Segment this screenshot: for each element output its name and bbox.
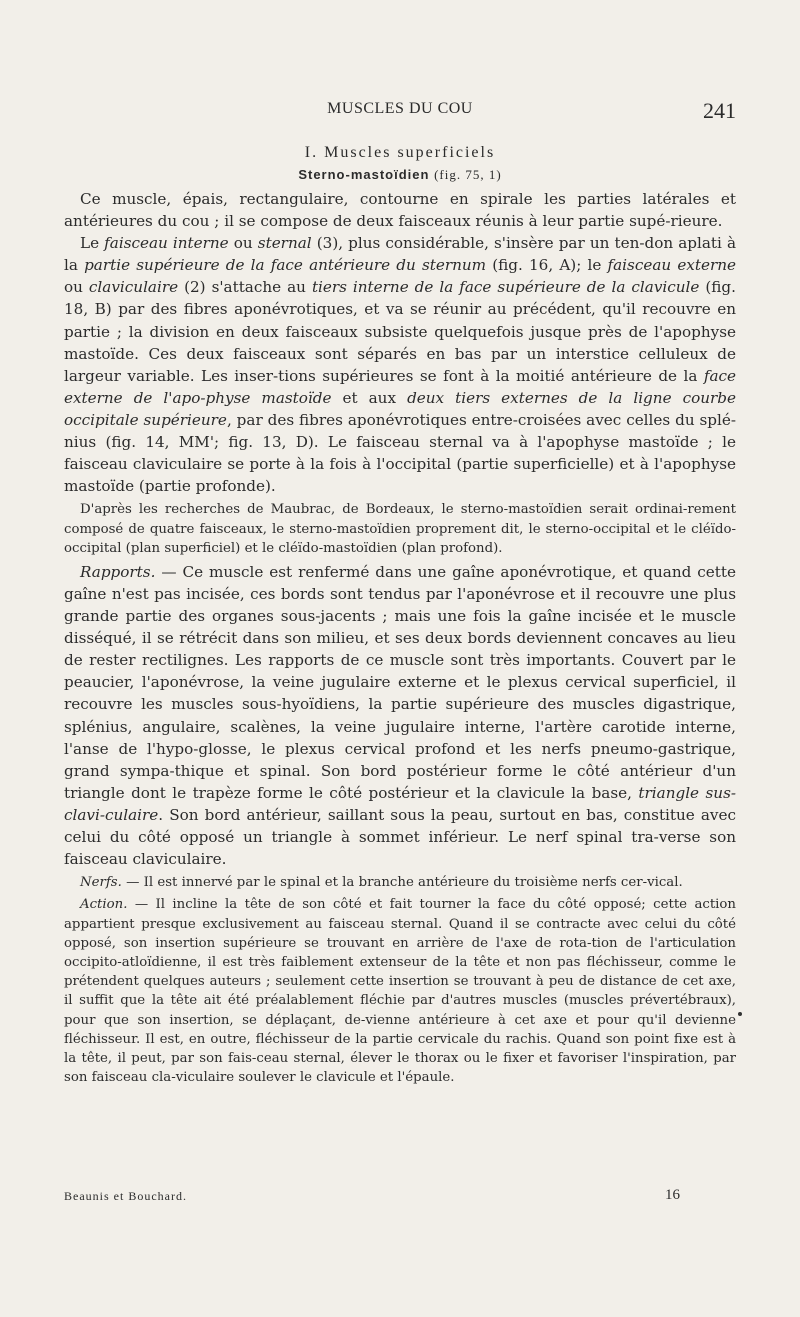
margin-mark [738, 1012, 742, 1016]
nerfs-label: Nerfs. [80, 875, 122, 891]
paragraph-intro: Ce muscle, épais, rectangulaire, contourne en spirale les parties latérales et antérieures du cou ; il se compose de deux faisceaux réunis à leur partie supé-rieure. [64, 190, 736, 231]
running-title: MUSCLES DU COU [327, 100, 473, 117]
figure-ref: (fig. 75, 1) [434, 167, 502, 182]
muscle-heading [64, 164, 736, 186]
rapports-label: Rapports. [80, 562, 156, 581]
printer-signature: Beaunis et Bouchard. [64, 1189, 187, 1203]
running-head [0, 98, 800, 124]
page-number: 241 [703, 98, 736, 123]
page-body [64, 142, 736, 1087]
page-footer [64, 1189, 736, 1209]
section-title: I. Muscles superficiels [304, 144, 496, 161]
note-maubrac: D'après les recherches de Maubrac, de Bordeaux, le sterno-mastoïdien serait ordinai-rement composé de quatre faisceaux, le sterno-mastoïdien proprement dit, le sterno-occipital et le cléïdo-occipital (plan superficiel) et le cléïdo-mastoïdien (plan profond). [64, 502, 736, 556]
note-action: Action. — Il incline la tête de son côté et fait tourner la face du côté opposé; cette action appartient presque exclusivement au faisceau sternal. Quand il se contracte avec celui du côté opposé, son insertion supérieure se trouvant en arrière de l'axe de rota-tion de l'articulation occipito-atloïdienne, il est très faiblement extenseur de la tête et non pas fléchisseur, comme le prétendent quelques auteurs ; seulement cette insertion se trouvant à peu de distance de cet axe, il suffit que la tête ait été préalablement fléchie par d'autres muscles (muscles prévertébraux), pour que son insertion, se déplaçant, de-vienne antérieure à cet axe et pour qu'il devienne fléchisseur. Il est, en outre, fléchisseur de la partie cervicale du rachis. Quand son point fixe est à la tête, il peut, par son fais-ceau sternal, élever le thorax ou le fixer et favoriser l'inspiration, par son faisceau cla-viculaire soulever le clavicule et l'épaule. [64, 897, 736, 1086]
sheet-number: 16 [665, 1187, 680, 1203]
note-nerfs: Nerfs. — Il est innervé par le spinal et la branche antérieure du troisième nerfs cer-vical. [80, 875, 683, 891]
paragraph-insertions: Le faisceau interne ou sternal (3), plus considérable, s'insère par un ten-don aplati à la partie supérieure de la face antérieure du sternum (fig. 16, A); le faisceau externe ou claviculaire (2) s'attache au tiers interne de la face supérieure de la clavicule (fig. 18, B) par des fibres aponévrotiques, et va se réunir au précédent, qu'il recouvre en partie ; la division en deux faisceaux subsiste quelquefois jusque près de l'apophyse mastoïde. Ces deux faisceaux sont séparés en bas par un interstice celluleux de largeur variable. Les inser-tions supérieures se font à la moitié antérieure de la face externe de l'apo-physe mastoïde et aux deux tiers externes de la ligne courbe occipitale supérieure, par des fibres aponévrotiques entre-croisées avec celles du splé-nius (fig. 14, MM'; fig. 13, D). Le faisceau sternal va à l'apophyse mastoïde ; le faisceau claviculaire se porte à la fois à l'occipital (partie superficielle) et à l'apophyse mastoïde (partie profonde). [64, 234, 737, 496]
paragraph-rapports: Rapports. — Ce muscle est renfermé dans une gaîne aponévrotique, et quand cette gaîne n'est pas incisée, ces bords sont tendus par l'aponévrose et il recouvre une plus grande partie des organes sous-jacents ; mais une fois la gaîne incisée et le muscle disséqué, il se rétrécit dans son milieu, et ses deux bords deviennent concaves au lieu de rester rectilignes. Les rapports de ce muscle sont très importants. Couvert par le peaucier, l'aponévrose, la veine jugulaire externe et le plexus cervical superficiel, il recouvre les muscles sous-hyoïdiens, la partie supérieure des muscles digastrique, splénius, angulaire, scalènes, la veine jugulaire interne, l'artère carotide interne, l'anse de l'hypo-glosse, le plexus cervical profond et les nerfs pneumo-gastrique, grand sympa-thique et spinal. Son bord postérieur forme le côté antérieur d'un triangle dont le trapèze forme le côté postérieur et la clavicule la base, triangle sus-clavi-culaire. Son bord antérieur, saillant sous la peau, surtout en bas, constitue avec celui du côté opposé un triangle à sommet inférieur. Le nerf spinal tra-verse son faisceau claviculaire. [64, 562, 736, 869]
action-label: Action. [80, 897, 128, 913]
muscle-name: Sterno-mastoïdien [298, 167, 430, 182]
